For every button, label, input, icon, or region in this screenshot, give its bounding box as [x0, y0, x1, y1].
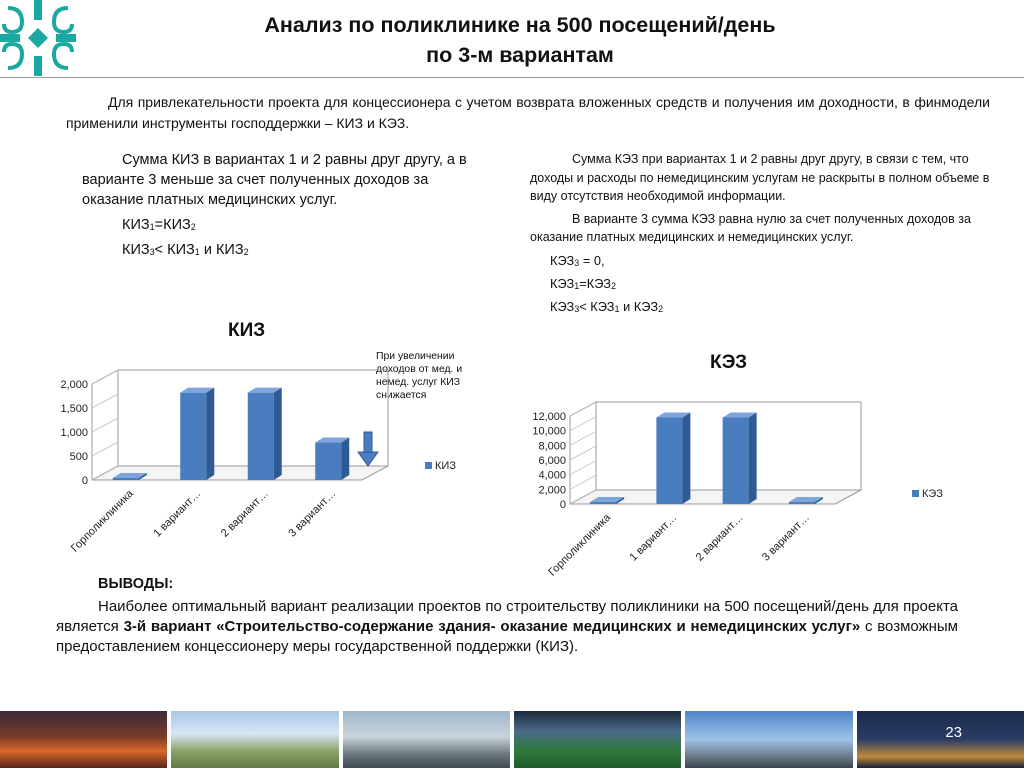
title-line-1: Анализ по поликлинике на 500 посещений/день — [264, 13, 776, 37]
kez-chart-title: КЭЗ — [710, 352, 747, 373]
road-photo — [685, 711, 852, 768]
kez-category-label: Горполиклиника — [546, 511, 614, 579]
kez-legend-swatch — [912, 490, 919, 497]
kez-grid-diag — [570, 402, 596, 416]
stadium-photo — [514, 711, 681, 768]
kez-paragraph-2: В варианте 3 сумма КЭЗ равна нулю за счет полученных доходов за оказание платных медицинских и немедицинских услуг. — [530, 211, 971, 244]
kiz-category-label: Горполиклиника — [68, 487, 136, 555]
kiz-y-tick-label: 1,500 — [60, 403, 88, 415]
kiz-category-label: 2 вариант… — [218, 487, 271, 540]
kiz-bar-side — [341, 438, 349, 480]
kez-bar — [723, 417, 749, 504]
kiz-bar — [248, 393, 274, 480]
kiz-bar-side — [274, 388, 282, 480]
kiz-bar — [180, 393, 206, 480]
kiz-formula-1: $КИЗ_1=КИЗ_2$ — [122, 217, 196, 233]
kez-paragraph-1: Сумма КЭЗ при вариантах 1 и 2 равны друг другу, в связи с тем, что доходы и расходы по немедицинским услугам не раскрыты в полном объеме в виду отсутствия необходимой информации. — [530, 152, 990, 203]
intro-paragraph: Для привлекательности проекта для концессионера с учетом возврата вложенных средств и получения им доходности, в финмодели применили инструменты господдержки – КИЗ и КЭЗ. — [66, 94, 990, 131]
kiz-bar — [113, 478, 139, 480]
footer-photo-strip — [0, 711, 1024, 768]
kez-chart — [532, 402, 943, 579]
kiz-category-label: 1 вариант… — [151, 487, 204, 540]
kiz-bar-side — [206, 388, 214, 480]
kez-grid-diag — [570, 461, 596, 475]
kez-grid-diag — [570, 417, 596, 431]
page-number: 23 — [945, 724, 962, 741]
kez-grid-diag — [570, 446, 596, 460]
kez-formula-1: $КЭЗ_3 = 0$, — [550, 252, 605, 268]
kez-y-tick-label: 4,000 — [538, 469, 566, 482]
kiz-y-tick-label: 1,000 — [60, 427, 88, 439]
kiz-grid-diag — [92, 370, 118, 384]
kez-y-tick-label: 0 — [559, 499, 566, 511]
train-photo — [171, 711, 338, 768]
title-line-2: по 3-м вариантам — [426, 43, 614, 67]
kez-y-tick-label: 8,000 — [538, 440, 566, 453]
kez-y-tick-label: 2,000 — [538, 484, 566, 497]
kez-y-tick-label: 12,000 — [532, 411, 566, 423]
conclusions-text: Наиболее оптимальный вариант реализации проектов по строительству поликлиники на 500 посещений/день для проекта является 3-й вариант «Строительство-содержание здания- оказание медицинских и немедицинских услуг» с возможным предоставлением концессионеру меры государственной поддержки (КИЗ). — [56, 598, 958, 655]
city-night-photo — [0, 711, 167, 768]
kez-y-tick-label: 10,000 — [532, 425, 566, 438]
conclusions-heading: ВЫВОДЫ: — [98, 576, 174, 592]
kiz-chart — [60, 370, 456, 555]
kez-legend-label: КЭЗ — [922, 488, 943, 500]
kiz-y-tick-label: 0 — [81, 475, 88, 487]
kiz-grid-diag — [92, 418, 118, 432]
kiz-paragraph: Сумма КИЗ в вариантах 1 и 2 равны друг другу, а в варианте 3 меньше за счет полученных доходов за оказание платных медицинских услуг. — [82, 152, 467, 208]
industrial-photo — [343, 711, 510, 768]
kez-category-label: 3 вариант… — [760, 511, 812, 564]
kiz-y-tick-label: 500 — [69, 451, 88, 463]
kez-formula-3: $КЭЗ_3< КЭЗ_1$ и $КЭЗ_2$ — [550, 298, 664, 314]
kez-bar-side — [749, 412, 757, 504]
kez-grid-diag — [570, 475, 596, 489]
kiz-chart-note: При увеличении доходов от мед. и немед. услуг КИЗ снижается — [376, 351, 463, 401]
kez-category-label: 1 вариант… — [627, 511, 680, 564]
kiz-bar — [315, 443, 341, 480]
kiz-y-tick-label: 2,000 — [60, 379, 88, 391]
kez-bar — [656, 417, 682, 504]
kiz-formula-2: $КИЗ_3< КИЗ_1$ и $КИЗ_2$ — [122, 242, 249, 258]
kiz-category-label: 3 вариант… — [286, 487, 339, 540]
skyline-photo — [857, 711, 1024, 768]
kez-y-tick-label: 6,000 — [538, 455, 566, 467]
kiz-legend-label: КИЗ — [435, 460, 456, 472]
kez-bar — [590, 502, 616, 504]
arrow-down-icon — [358, 432, 378, 466]
kiz-chart-title: КИЗ — [228, 320, 266, 341]
kez-category-label: 2 вариант… — [693, 511, 746, 564]
kiz-grid-diag — [92, 394, 118, 408]
kez-formula-2: $КЭЗ_1=КЭЗ_2$ — [550, 275, 616, 291]
kiz-grid-diag — [92, 442, 118, 456]
kez-bar-side — [682, 412, 690, 504]
kiz-legend-swatch — [425, 462, 432, 469]
kez-grid-diag — [570, 431, 596, 445]
kez-bar — [789, 502, 815, 504]
